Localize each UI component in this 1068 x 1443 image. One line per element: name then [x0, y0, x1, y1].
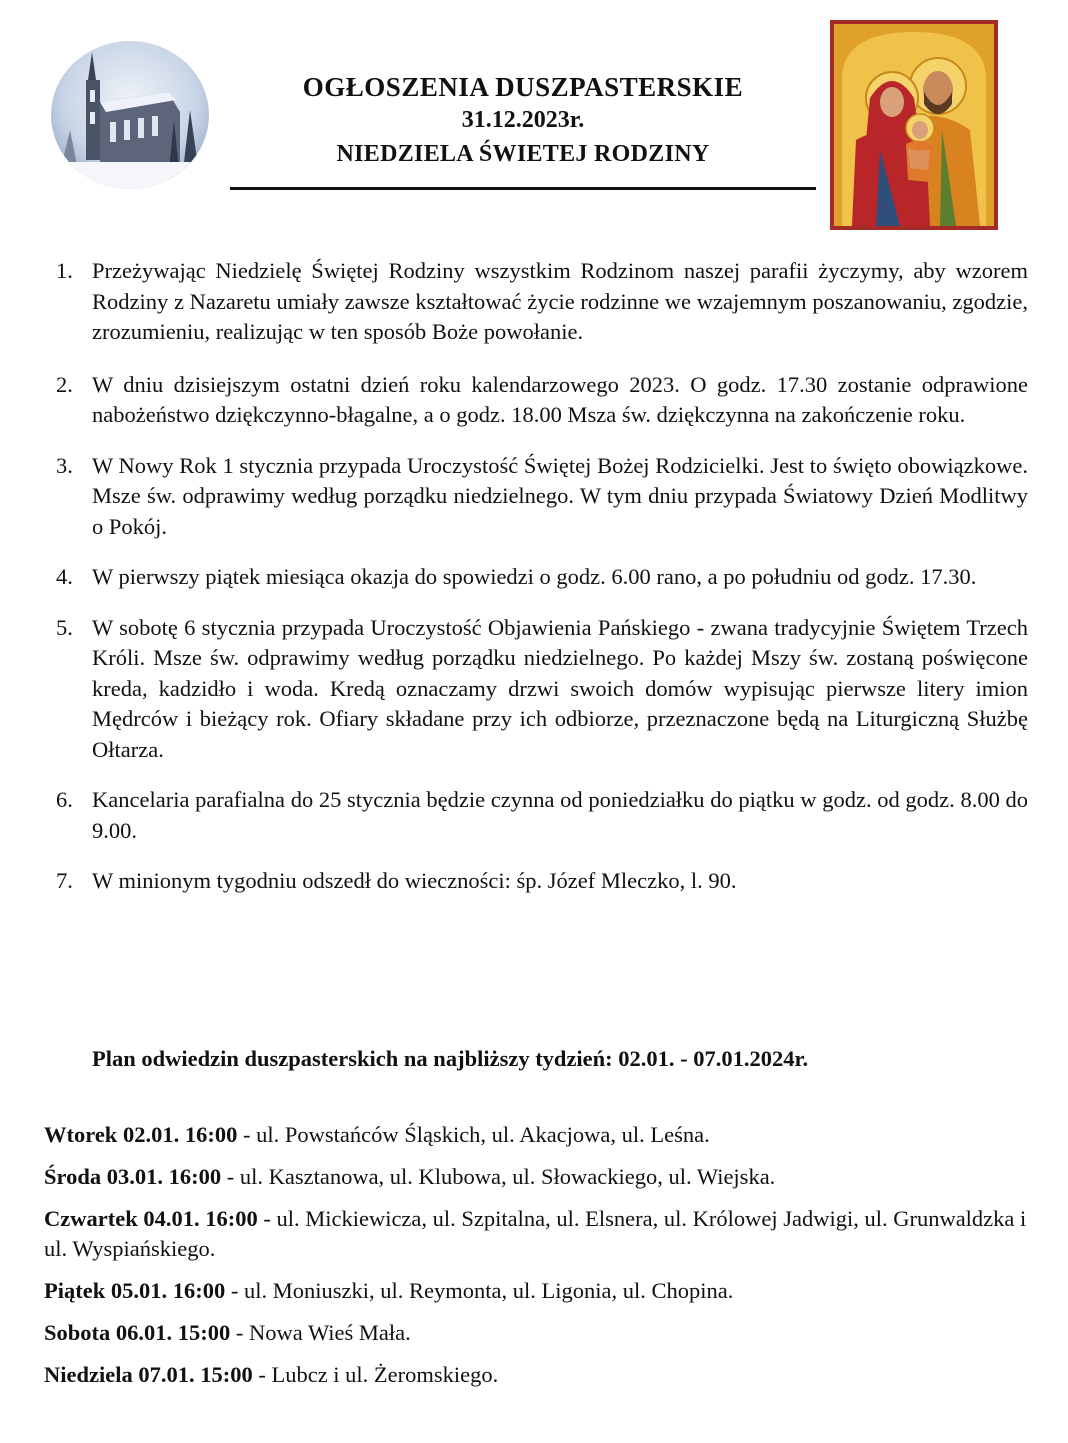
visit-schedule — [44, 1120, 1034, 1402]
holy-family-icon-image — [830, 20, 998, 230]
list-item — [52, 451, 1028, 543]
schedule-streets: - ul. Powstańców Śląskich, ul. Akacjowa, ul. Leśna. — [237, 1122, 710, 1147]
schedule-streets: - ul. Mickiewicza, ul. Szpitalna, ul. Elsnera, ul. Królowej Jadwigi, ul. Grunwaldzka i ul. Wyspiańskiego. — [44, 1206, 1027, 1261]
list-item-text: W sobotę 6 stycznia przypada Uroczystość Objawienia Pańskiego - zwana tradycyjnie Świętem Trzech Króli. Msze św. odprawimy według porządku niedzielnego. Po każdej Mszy św. zostaną poświęcone kreda, kadzidło i woda. Kredą oznaczamy drzwi swoich domów wypisując pierwsze litery imion Mędrców i bieżący rok. Ofiary składane przy ich odbiorze, przeznaczone będą na Liturgiczną Służbę Ołtarza. — [92, 614, 1028, 762]
schedule-streets: - ul. Moniuszki, ul. Reymonta, ul. Ligonia, ul. Chopina. — [225, 1278, 734, 1303]
list-item-text: Kancelaria parafialna do 25 stycznia będzie czynna od poniedziałku do piątku w godz. od godz. 8.00 do 9.00. — [92, 787, 1028, 843]
schedule-row — [44, 1162, 1034, 1192]
schedule-day: Wtorek 02.01. 16:00 — [44, 1122, 238, 1147]
schedule-row — [44, 1204, 1034, 1264]
schedule-row — [44, 1360, 1034, 1390]
schedule-day: Sobota 06.01. 15:00 — [44, 1320, 231, 1345]
schedule-day: Środa 03.01. 16:00 — [44, 1164, 222, 1189]
list-item-number: 5. — [56, 614, 73, 640]
list-item-text: W minionym tygodniu odszedł do wieczności: śp. Józef Mleczko, l. 90. — [92, 868, 737, 893]
list-item-number: 3. — [56, 452, 73, 478]
list-item — [52, 785, 1028, 846]
list-item-text: Przeżywając Niedzielę Świętej Rodziny wszystkim Rodzinom naszej parafii życzymy, aby wzorem Rodziny z Nazaretu umiały zawsze kształtować życie rodzinne we wzajemnym poszanowaniu, zgodzie, zrozumieniu, realizując w ten sposób Boże powołanie. — [92, 258, 1028, 344]
header-subtitle: NIEDZIELA ŚWIETEJ RODZINY — [336, 141, 710, 167]
list-item-number: 1. — [56, 258, 73, 283]
list-item-text: W Nowy Rok 1 stycznia przypada Uroczystość Świętej Bożej Rodzicielki. Jest to święto obowiązkowe. Msze św. odprawimy według porządku niedzielnego. W tym dniu przypada Światowy Dzień Modlitwy o Pokój. — [92, 452, 1028, 539]
page-title: OGŁOSZENIA DUSZPASTERSKIE — [302, 72, 744, 102]
schedule-row — [44, 1120, 1034, 1150]
plan-heading: Plan odwiedzin duszpasterskich na najbliższy tydzień: 02.01. - 07.01.2024r. — [92, 1046, 809, 1071]
list-item-text: W pierwszy piątek miesiąca okazja do spowiedzi o godz. 6.00 rano, a po południu od godz. 17.30. — [92, 564, 977, 589]
announcements-list — [52, 256, 1028, 917]
list-item-number: 6. — [56, 787, 73, 812]
list-item — [52, 562, 1028, 593]
schedule-day: Niedziela 07.01. 15:00 — [44, 1362, 253, 1387]
list-item-number: 7. — [56, 868, 73, 893]
list-item — [52, 613, 1028, 766]
list-item-number: 4. — [56, 564, 73, 589]
schedule-day: Czwartek 04.01. 16:00 — [44, 1206, 258, 1231]
schedule-row — [44, 1318, 1034, 1348]
schedule-streets: - Lubcz i ul. Żeromskiego. — [252, 1362, 499, 1387]
list-item — [52, 256, 1028, 348]
header — [230, 72, 816, 170]
list-item — [52, 866, 1028, 897]
schedule-streets: - ul. Kasztanowa, ul. Klubowa, ul. Słowackiego, ul. Wiejska. — [221, 1164, 776, 1189]
schedule-row — [44, 1276, 1034, 1306]
header-divider — [230, 187, 816, 190]
list-item-text: W dniu dzisiejszym ostatni dzień roku kalendarzowego 2023. O godz. 17.30 zostanie odprawione nabożeństwo dziękczynno-błagalne, a o godz. 18.00 Msza św. dziękczynna na zakończenie roku. — [92, 371, 1028, 427]
schedule-day: Piątek 05.01. 16:00 — [44, 1278, 226, 1303]
list-item-number: 2. — [56, 371, 73, 397]
church-logo-image — [50, 40, 210, 190]
schedule-streets: - Nowa Wieś Mała. — [230, 1320, 411, 1345]
list-item — [52, 370, 1028, 431]
header-date: 31.12.2023r. — [461, 107, 585, 133]
